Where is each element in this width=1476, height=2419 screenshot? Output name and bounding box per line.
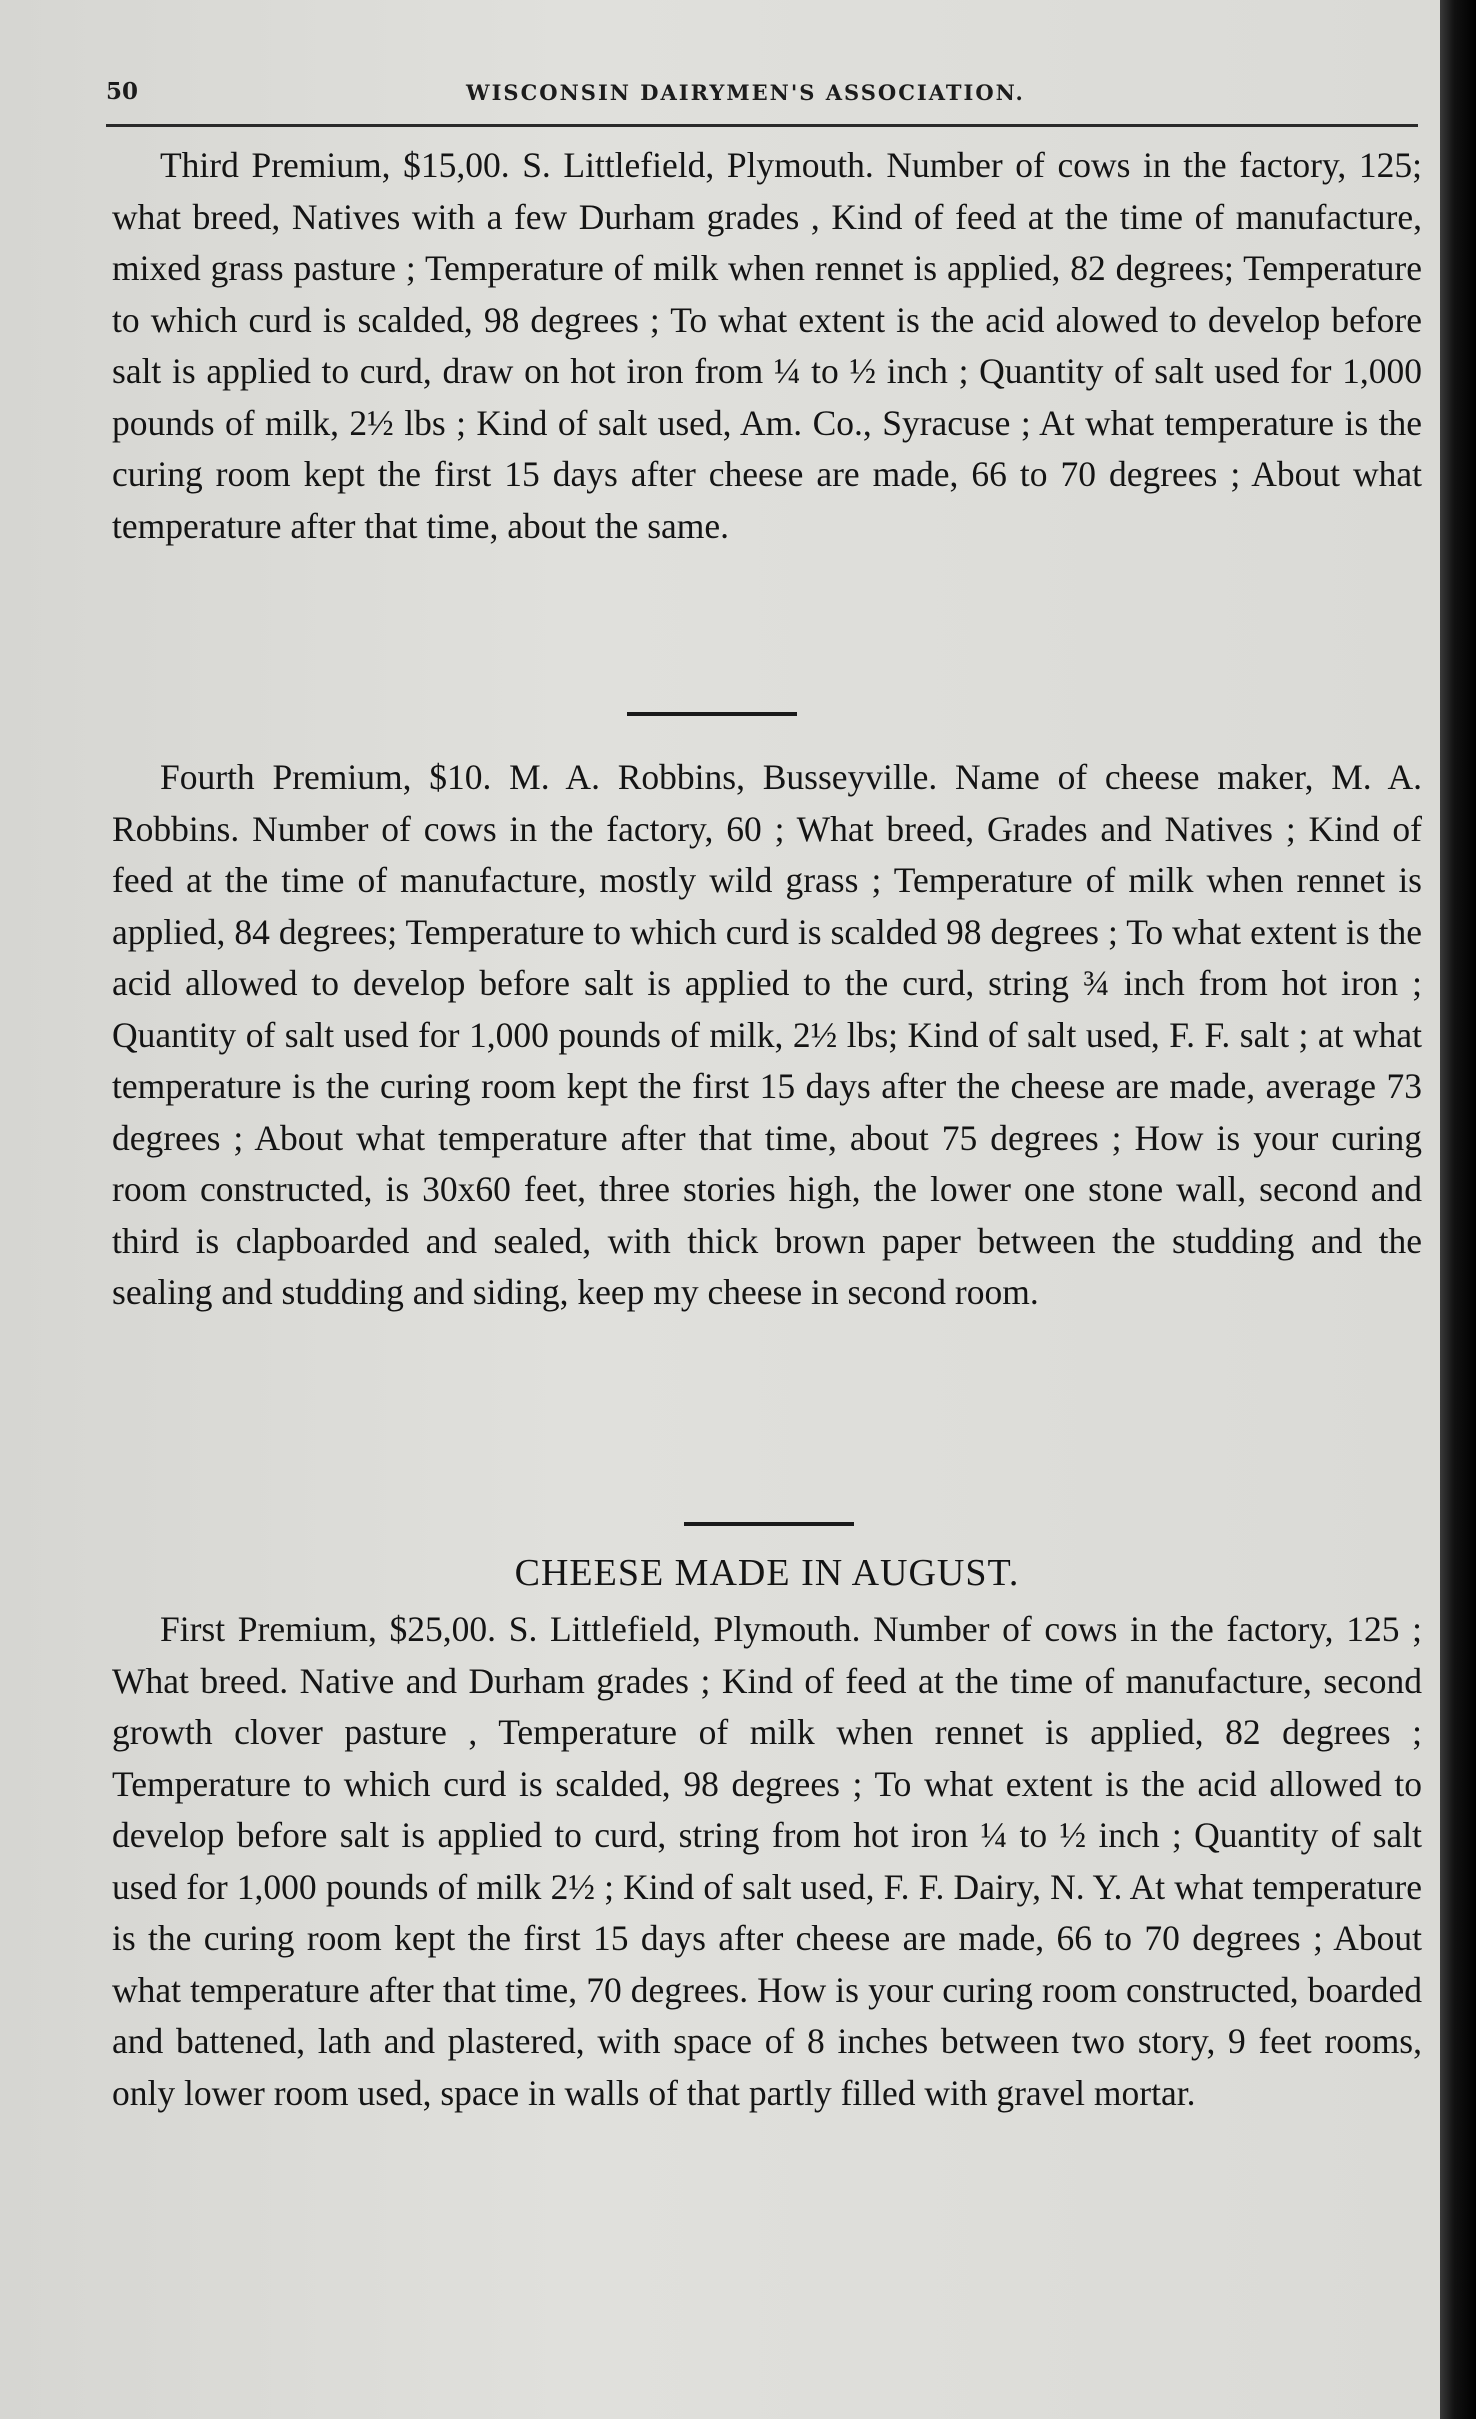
page-edge-shadow: [1440, 0, 1476, 2419]
third-premium-paragraph: Third Premium, $15,00. S. Littlefield, Plymouth. Number of cows in the factory, 125; what breed, Natives with a few Durham grades , Kind of feed at the time of manufacture, mixed grass pasture ; Temperature of milk when rennet is applied, 82 degrees; Temperature to which curd is scalded, 98 degrees ; To what extent is the acid alowed to develop before salt is applied to curd, draw on hot iron from ¼ to ½ inch ; Quantity of salt used for 1,000 pounds of milk, 2½ lbs ; Kind of salt used, Am. Co., Syracuse ; At what temperature is the curing room kept the first 15 days after cheese are made, 66 to 70 degrees ; About what temperature after that time, about the same.: [112, 145, 1422, 546]
fourth-premium-paragraph: Fourth Premium, $10. M. A. Robbins, Busseyville. Name of cheese maker, M. A. Robbins. Number of cows in the factory, 60 ; What breed, Grades and Natives ; Kind of feed at the time of manufacture, mostly wild grass ; Temperature of milk when rennet is applied, 84 degrees; Temperature to which curd is scalded 98 degrees ; To what extent is the acid allowed to develop before salt is applied to the curd, string ¾ inch from hot iron ; Quantity of salt used for 1,000 pounds of milk, 2½ lbs; Kind of salt used, F. F. salt ; at what temperature is the curing room kept the first 15 days after the cheese are made, average 73 degrees ; About what temperature after that time, about 75 degrees ; How is your curing room constructed, is 30x60 feet, three stories high, the lower one stone wall, second and third is clapboarded and sealed, with thick brown paper between the studding and the sealing and studding and siding, keep my cheese in second room.: [112, 757, 1422, 1312]
section-heading: CHEESE MADE IN AUGUST.: [514, 1552, 1020, 1594]
first-premium-paragraph: First Premium, $25,00. S. Littlefield, Plymouth. Number of cows in the factory, 125 ; What breed. Native and Durham grades ; Kind of feed at the time of manufacture, second growth clover pasture , Temperature of milk when rennet is applied, 82 degrees ; Temperature to which curd is scalded, 98 degrees ; To what extent is the acid allowed to develop before salt is applied to curd, string from hot iron ¼ to ½ inch ; Quantity of salt used for 1,000 pounds of milk 2½ ; Kind of salt used, F. F. Dairy, N. Y. At what temperature is the curing room kept the first 15 days after cheese are made, 66 to 70 degrees ; About what temperature after that time, 70 degrees. How is your curing room constructed, boarded and battened, lath and plastered, with space of 8 inches between two story, 9 feet rooms, only lower room used, space in walls of that partly filled with gravel mortar.: [112, 1609, 1422, 2113]
page-number: 50: [106, 78, 139, 105]
section-divider: [627, 712, 797, 716]
page-header: [106, 78, 1428, 118]
running-head: WISCONSIN DAIRYMEN'S ASSOCIATION.: [466, 80, 1025, 105]
section-divider: [684, 1522, 854, 1526]
header-rule: [106, 124, 1418, 127]
